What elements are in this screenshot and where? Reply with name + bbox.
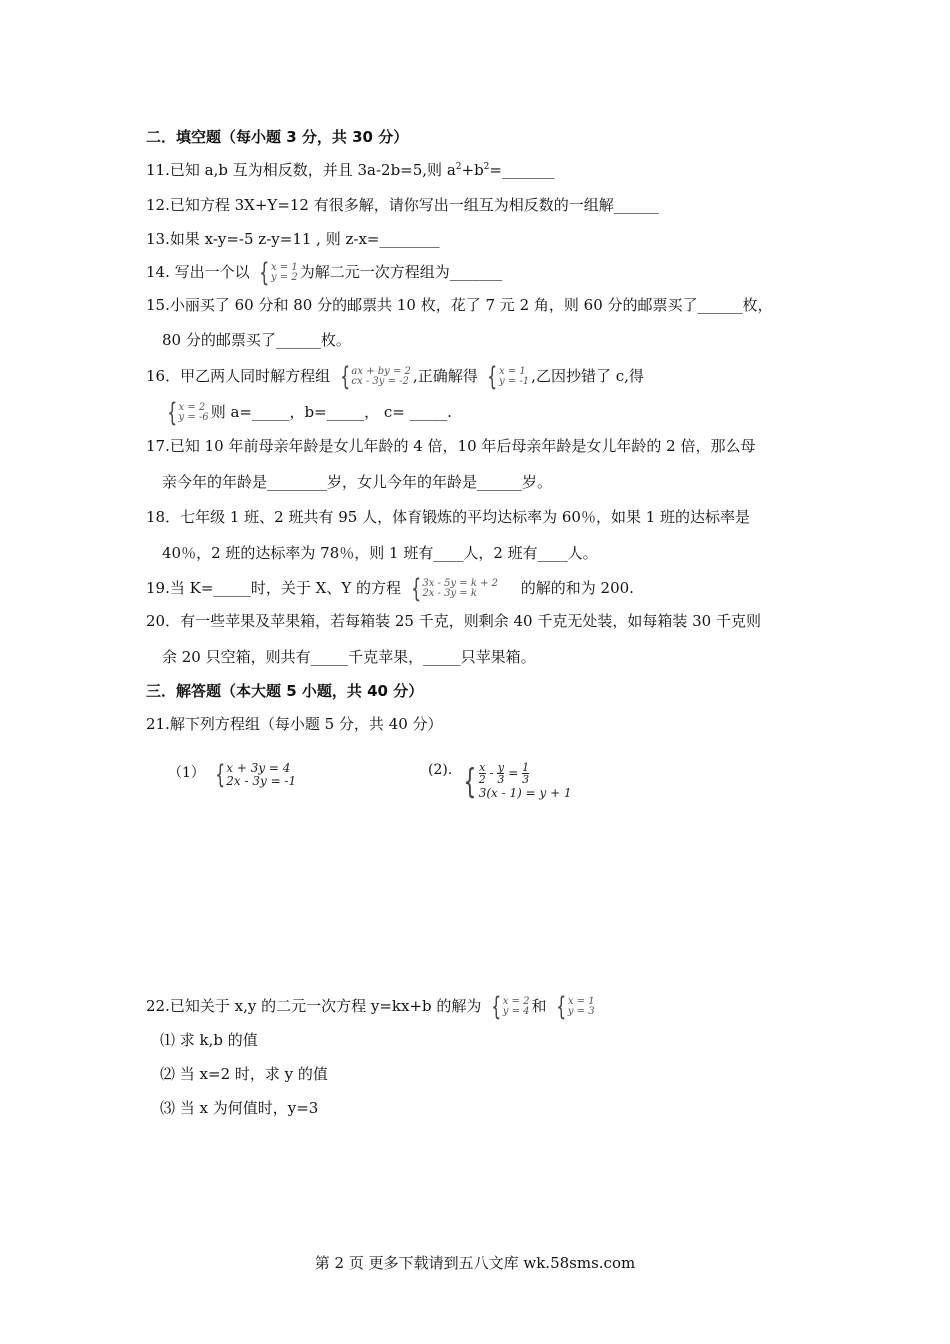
q22-sys2-eq1: x = 1 — [567, 996, 595, 1007]
q16-sys2-eq1: x = 1 — [499, 366, 526, 377]
q21-p2-f3-den: 3 — [522, 773, 530, 786]
q11-sup2: 2 — [483, 162, 490, 172]
q21-part1 — [168, 762, 298, 788]
question-22 — [146, 994, 597, 1020]
q19-pre: 19.当 K=_____时，关于 X、Y 的方程 — [146, 579, 402, 597]
q22-sys1-eq1: x = 2 — [502, 996, 530, 1007]
q16-sys1-eq1: ax + by = 2 — [351, 366, 411, 377]
question-17-line1: 17.已知 10 年前母亲年龄是女儿年龄的 4 倍，10 年后母亲年龄是女儿年龄的 2 倍，那么母 — [146, 437, 756, 455]
q21-p2-system: { $\frac{x}{2}$ - $\frac{y}{3}$ = $\frac{1}{3}$ 3(x - 1) = y + 1 — [463, 761, 572, 802]
q11-pre: 11.已知 a,b 互为相反数，并且 3a-2b=5,则 a — [146, 161, 456, 179]
q21-p2-f1-num: x — [479, 761, 486, 774]
q16-system: { ax + by = 2 cx - 3y = -2 — [340, 362, 411, 392]
q16-sys1-eq2: cx - 3y = -2 — [351, 376, 409, 387]
q16-line2-post: 则 a=_____，b=_____， c= _____. — [210, 403, 452, 421]
q14-post: 为解二元一次方程组为_______ — [299, 263, 503, 281]
q11-mid: +b — [461, 161, 484, 179]
question-21: 21.解下列方程组（每小题 5 分，共 40 分） — [146, 715, 443, 733]
q22-sub-3: ⑶ 当 x 为何值时，y=3 — [160, 1099, 319, 1117]
q16-pre: 16．甲乙两人同时解方程组 — [146, 367, 331, 385]
question-15-line2: 80 分的邮票买了______枚。 — [162, 331, 351, 349]
q21-p2-equals: = — [508, 766, 519, 780]
q14-eq2: y = 2 — [270, 272, 298, 283]
section-3-title: 三．解答题（本大题 5 小题，共 40 分） — [146, 682, 424, 700]
q22-sub-1: ⑴ 求 k,b 的值 — [160, 1031, 258, 1049]
q11-sup1: 2 — [455, 162, 462, 172]
question-20-line1: 20．有一些苹果及苹果箱，若每箱装 25 千克，则剩余 40 千克无处装，如每箱装 30 千克则 — [146, 612, 761, 630]
question-17-line2: 亲今年的年龄是________岁，女儿今年的年龄是______岁。 — [162, 473, 553, 491]
q16-correct-solution: { x = 1 y = -1 — [487, 362, 530, 392]
q19-eq1: 3x - 5y = k + 2 — [422, 578, 498, 589]
q21-p1-system: { x + 3y = 4 2x - 3y = -1 — [215, 760, 297, 790]
q22-solution-1: { x = 2 y = 4 — [491, 992, 530, 1022]
q22-solution-2: { x = 1 y = 3 — [556, 992, 595, 1022]
q14-eq1: x = 1 — [270, 262, 298, 273]
q21-p1-label: （1） — [168, 765, 205, 781]
question-13: 13.如果 x-y=-5 z-y=11 , 则 z-x=________ — [146, 230, 440, 248]
q19-post: 的解的和为 200. — [520, 579, 634, 597]
q22-mid: 和 — [531, 997, 547, 1015]
q19-eq2: 2x - 3y = k — [422, 588, 477, 599]
q19-system: { 3x - 5y = k + 2 2x - 3y = k — [411, 574, 498, 604]
q16-post: ,乙因抄错了 c,得 — [531, 367, 644, 385]
q11-post: =_______ — [489, 161, 555, 179]
question-12: 12.已知方程 3X+Y=12 有很多解，请你写出一组互为相反数的一组解______ — [146, 196, 659, 214]
question-14 — [146, 260, 502, 286]
page-footer: 第 2 页 更多下载请到五八文库 wk.58sms.com — [314, 1254, 636, 1272]
q16-sys3-eq2: y = -6 — [178, 412, 209, 423]
question-19 — [146, 576, 634, 602]
q14-pre: 14. 写出一个以 — [146, 263, 250, 281]
question-20-line2: 余 20 只空箱，则共有_____千克苹果，_____只苹果箱。 — [162, 648, 536, 666]
question-16-line2 — [162, 400, 452, 426]
question-18-line1: 18．七年级 1 班、2 班共有 95 人，体育锻炼的平均达标率为 60％，如果 1 班的达标率是 — [146, 508, 751, 526]
question-18-line2: 40％，2 班的达标率为 78％，则 1 班有____人，2 班有____人。 — [162, 544, 598, 562]
q21-p2-f3-num: 1 — [522, 761, 530, 774]
q21-p2-f2-den: 3 — [497, 773, 505, 786]
q21-p2-minus: - — [489, 766, 494, 780]
q16-sys3-eq1: x = 2 — [178, 402, 206, 413]
q21-p2-label: (2). — [428, 762, 453, 778]
q21-p1-eq2: 2x - 3y = -1 — [226, 774, 297, 788]
q22-sys2-eq2: y = 3 — [567, 1006, 595, 1017]
q21-p2-f2-num: y — [497, 761, 505, 774]
q16-mid: ,正确解得 — [412, 367, 478, 385]
question-16-line1 — [146, 364, 644, 390]
q14-solution-system: { x = 1 y = 2 — [259, 258, 298, 288]
q22-pre: 22.已知关于 x,y 的二元一次方程 y=kx+b 的解为 — [146, 997, 482, 1015]
q21-p2-eq2: 3(x - 1) = y + 1 — [478, 786, 572, 800]
question-15-line1: 15.小丽买了 60 分和 80 分的邮票共 10 枚，花了 7 元 2 角，则 60 分的邮票买了______枚， — [146, 296, 773, 314]
q21-p2-f1-den: 2 — [478, 773, 486, 786]
q22-sub-2: ⑵ 当 x=2 时，求 y 的值 — [160, 1065, 328, 1083]
question-11 — [146, 160, 554, 180]
q16-sys2-eq2: y = -1 — [499, 376, 530, 387]
q22-sys1-eq2: y = 4 — [502, 1006, 530, 1017]
q21-part2 — [428, 762, 574, 801]
q21-p2-eq1 — [479, 762, 572, 785]
q16-wrong-solution: { x = 2 y = -6 — [167, 398, 209, 428]
q21-p1-eq1: x + 3y = 4 — [226, 761, 291, 775]
section-2-title: 二．填空题（每小题 3 分，共 30 分） — [146, 128, 409, 146]
